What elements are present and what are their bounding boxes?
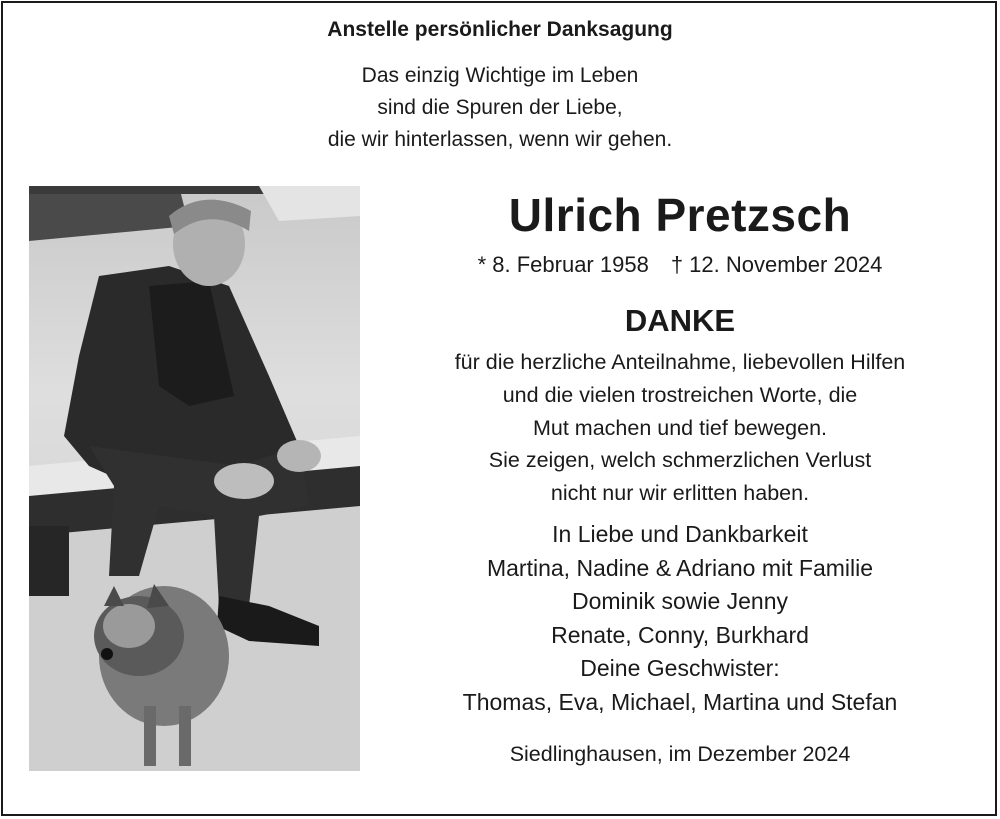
life-dates: [370, 252, 990, 278]
thanks-line: und die vielen trostreichen Worte, die: [502, 382, 858, 407]
signature-line: Deine Geschwister:: [580, 655, 780, 681]
deceased-name: Ulrich Pretzsch: [508, 189, 852, 241]
thanks-line: nicht nur wir erlitten haben.: [550, 481, 810, 506]
birth-date: * 8. Februar 1958: [477, 252, 649, 277]
signature-line: Martina, Nadine & Adriano mit Familie: [486, 554, 874, 581]
quote-line: sind die Spuren der Liebe,: [377, 96, 623, 119]
thanks-line: für die herzliche Anteilnahme, liebevollen Hilfen: [454, 350, 906, 374]
quote-line: die wir hinterlassen, wenn wir gehen.: [327, 128, 673, 151]
place-date: Siedlinghausen, im Dezember 2024: [509, 742, 851, 766]
thanks-line: Mut machen und tief bewegen.: [532, 415, 828, 440]
intro-quote: [0, 60, 1000, 156]
thanks-heading: DANKE: [624, 303, 736, 338]
portrait-photo: [29, 186, 360, 771]
intro-title: Anstelle persönlicher Danksagung: [327, 18, 673, 41]
signature-line: In Liebe und Dankbarkeit: [552, 521, 808, 547]
quote-line: Das einzig Wichtige im Leben: [361, 64, 639, 87]
thanks-line: Sie zeigen, welch schmerzlichen Verlust: [488, 448, 872, 473]
thanks-text: [370, 346, 990, 510]
death-date: † 12. November 2024: [670, 252, 883, 277]
signature-line: Thomas, Eva, Michael, Martina und Stefan: [462, 688, 898, 715]
signature-block: [370, 518, 990, 719]
signature-line: Dominik sowie Jenny: [571, 588, 789, 614]
signature-line: Renate, Conny, Burkhard: [551, 621, 809, 648]
